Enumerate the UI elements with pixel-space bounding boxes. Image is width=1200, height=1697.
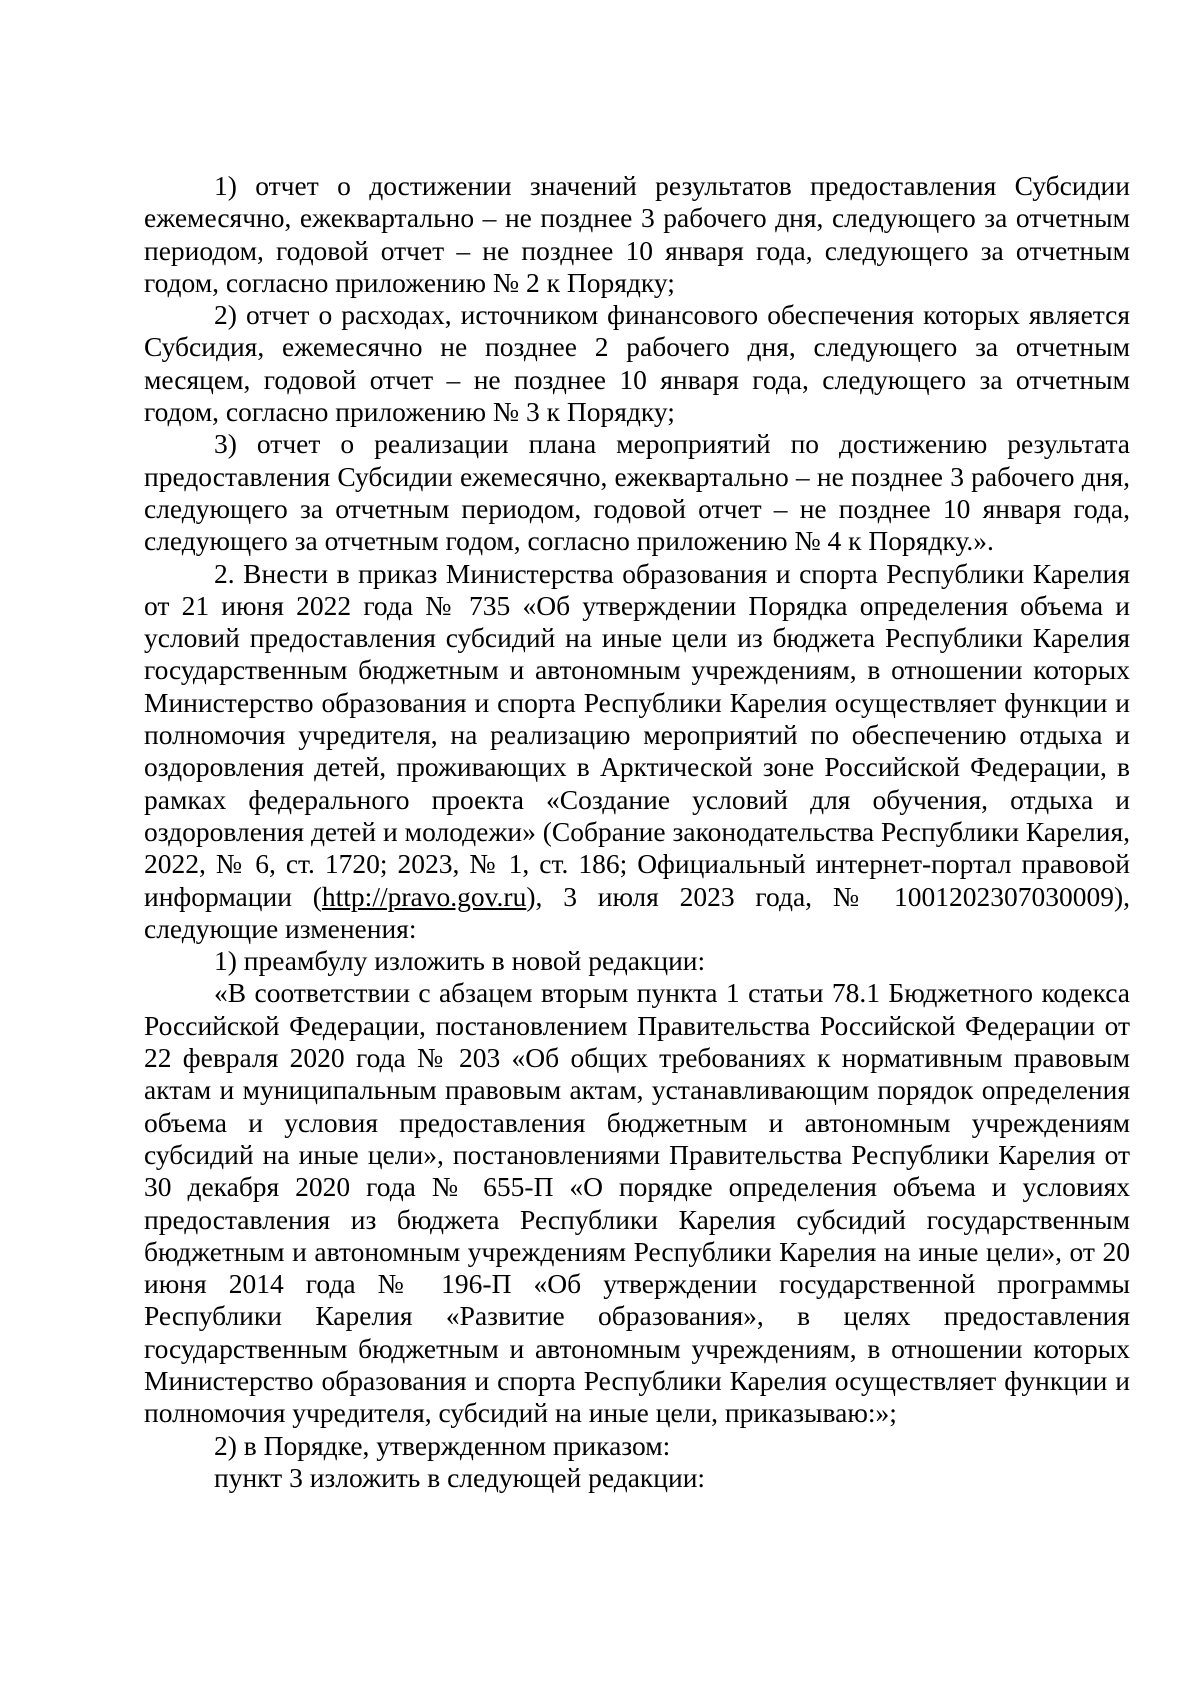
paragraph-preamble-heading: 1) преамбулу изложить в новой редакции: <box>214 945 706 977</box>
paragraph-procedure-heading: 2) в Порядке, утвержденном приказом: <box>214 1429 671 1461</box>
paragraph-preamble-text: «В соответствии с абзацем вторым пункта 1 статьи 78.1 Бюджетного кодекса Российской Федерации, постановлением Правительства Российской Федерации от 22 февраля 2020 года № 203 «Об общих требованиях к нормативным правовым актам и муниципальным правовым актам, устанавливающим порядок определения объема и условия предоставления бюджетным и автономным учреждениям субсидий на иные цели», постановлениями Правительства Республики Карелия от 30 декабря 2020 года № 655-П «О порядке определения объема и условиях предоставления из бюджета Республики Карелия субсидий государственным бюджетным и автономным учреждениям Республики Карелия на иные цели», от 20 июня 2014 года № 196-П «Об утверждении государственной программы Республики Карелия «Развитие образования», в целях предоставления государственным бюджетным и автономным учреждениям, в отношении которых Министерство образования и спорта Республики Карелия осуществляет функции и полномочия учредителя, субсидий на иные цели, приказываю:»; <box>144 977 1130 1429</box>
paragraph-report-expenses: 2) отчет о расходах, источником финансового обеспечения которых является Субсидия, ежемесячно не позднее 2 рабочего дня, следующего за отчетным месяцем, годовой отчет – не позднее 10 января года, следующего за отчетным годом, согласно приложению № 3 к Порядку; <box>144 299 1130 428</box>
paragraph-amend-order <box>144 558 1130 946</box>
pravo-gov-link[interactable]: http://pravo.gov.ru <box>321 880 527 912</box>
paragraph-report-plan: 3) отчет о реализации плана мероприятий по достижению результата предоставления Субсидии ежемесячно, ежеквартально – не позднее 3 рабочего дня, следующего за отчетным периодом, годовой отчет – не позднее 10 января года, следующего за отчетным годом, согласно приложению № 4 к Порядку.». <box>144 428 1130 557</box>
paragraph-clause-3: пункт 3 изложить в следующей редакции: <box>214 1461 706 1493</box>
document-body <box>144 170 1130 1494</box>
amend-order-text-end: ), 3 июля 2023 года, № 1001202307030009), следующие изменения: <box>144 880 1130 944</box>
amend-order-text: 2. Внести в приказ Министерства образования и спорта Республики Карелия от 21 июня 2022 года № 735 «Об утверждении Порядка определения объема и условий предоставления субсидий на иные цели из бюджета Республики Карелия государственным бюджетным и автономным учреждениям, в отношении которых Министерство образования и спорта Республики Карелия осуществляет функции и полномочия учредителя, на реализацию мероприятий по обеспечению отдыха и оздоровления детей, проживающих в Арктической зоне Российской Федерации, в рамках федерального проекта «Создание условий для обучения, отдыха и оздоровления детей и молодежи» (Собрание законодательства Республики Карелия, 2022, № 6, ст. 1720; 2023, № 1, ст. 186; Официальный интернет-портал правовой информации ( <box>144 557 1130 912</box>
paragraph-report-results: 1) отчет о достижении значений результатов предоставления Субсидии ежемесячно, ежеквартально – не позднее 3 рабочего дня, следующего за отчетным периодом, годовой отчет – не позднее 10 января года, следующего за отчетным годом, согласно приложению № 2 к Порядку; <box>144 170 1130 298</box>
